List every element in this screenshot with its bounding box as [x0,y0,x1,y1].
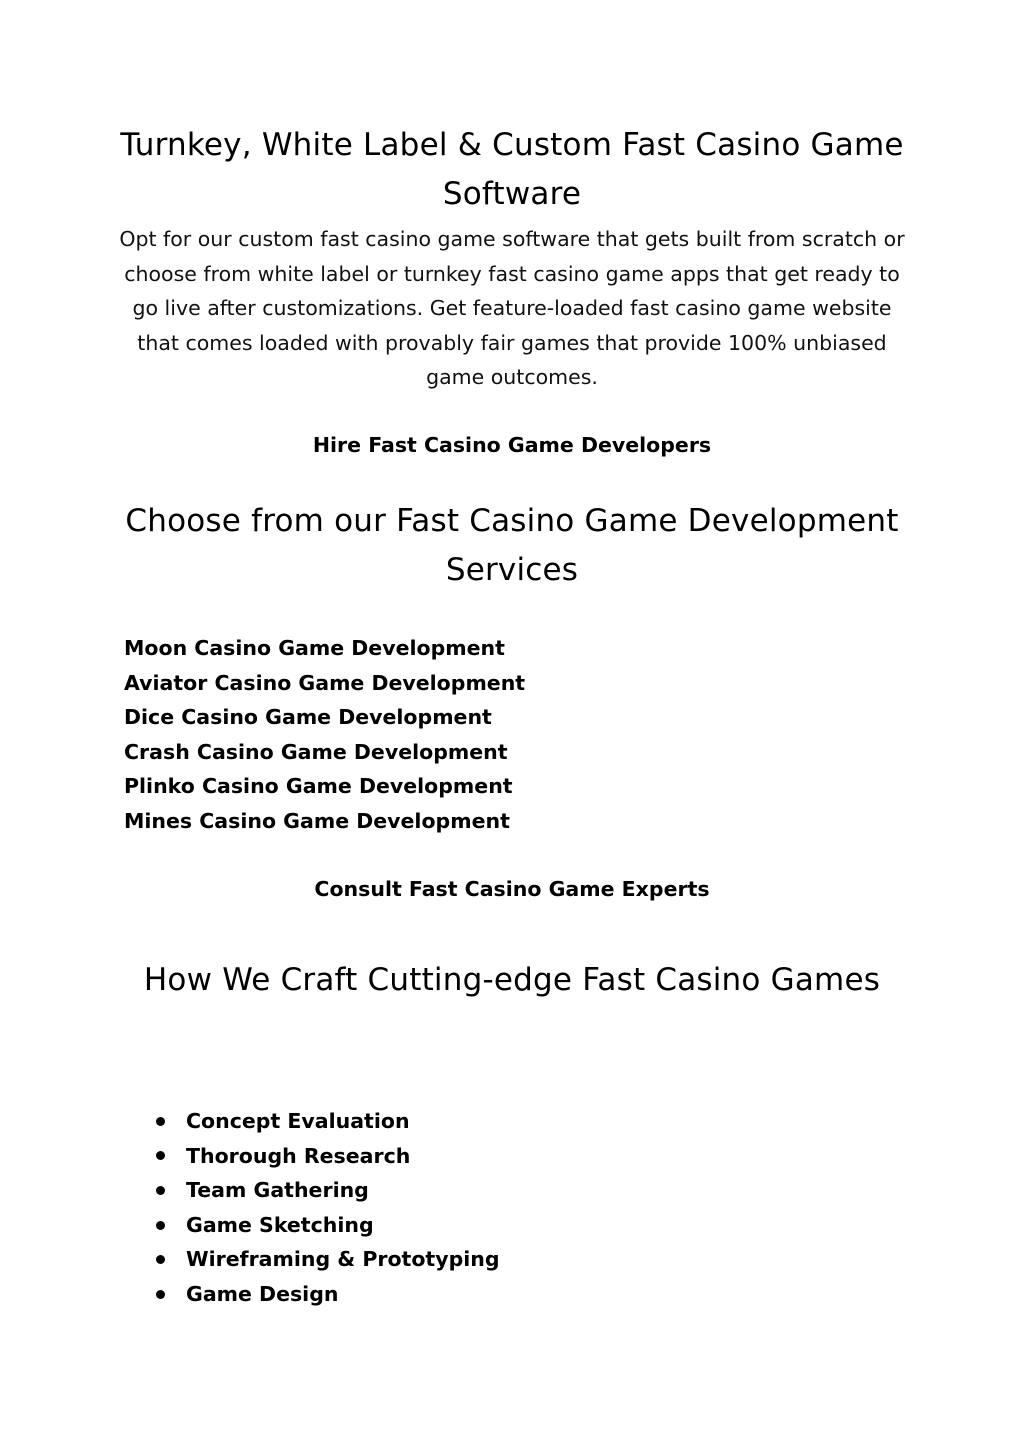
services-list [124,631,824,839]
service-item-crash[interactable]: Crash Casino Game Development [124,739,508,764]
bullet-icon [156,1290,165,1299]
bullet-icon [156,1117,165,1126]
service-item-plinko[interactable]: Plinko Casino Game Development [124,774,513,799]
process-item-label: Wireframing & Prototyping [186,1247,500,1272]
bullet-icon [156,1255,165,1264]
process-item [153,1242,853,1277]
service-item-dice[interactable]: Dice Casino Game Development [124,705,492,730]
process-item-label: Game Sketching [186,1212,374,1237]
services-heading: Choose from our Fast Casino Game Development Services [125,503,899,588]
process-item [153,1139,853,1174]
bullet-icon [156,1186,165,1195]
consult-experts-link[interactable]: Consult Fast Casino Game Experts [314,877,710,901]
hire-developers-link[interactable]: Hire Fast Casino Game Developers [312,433,712,457]
process-list [153,1104,853,1312]
process-item-label: Concept Evaluation [186,1109,410,1133]
intro-paragraph: Opt for our custom fast casino game software that gets built from scratch or choose from white label or turnkey fast casino game apps that get ready to go live after customizations. Get feature-loaded fast casino game website that comes loaded with provably fair games that provide 100% unbiased game outcomes. [119,227,905,390]
service-item-mines[interactable]: Mines Casino Game Development [124,808,510,833]
process-item [153,1104,853,1139]
process-item-label: Thorough Research [186,1143,411,1168]
process-item [153,1208,853,1243]
software-heading: Turnkey, White Label & Custom Fast Casino Game Software [120,127,904,212]
process-heading: How We Craft Cutting-edge Fast Casino Games [143,962,881,998]
service-item-moon[interactable]: Moon Casino Game Development [124,636,505,660]
bullet-icon [156,1151,165,1160]
process-item [153,1277,853,1312]
process-item-label: Team Gathering [186,1178,369,1203]
service-item-aviator[interactable]: Aviator Casino Game Development [124,670,526,695]
bullet-icon [156,1221,165,1230]
process-item [153,1173,853,1208]
process-item-label: Game Design [186,1281,339,1306]
